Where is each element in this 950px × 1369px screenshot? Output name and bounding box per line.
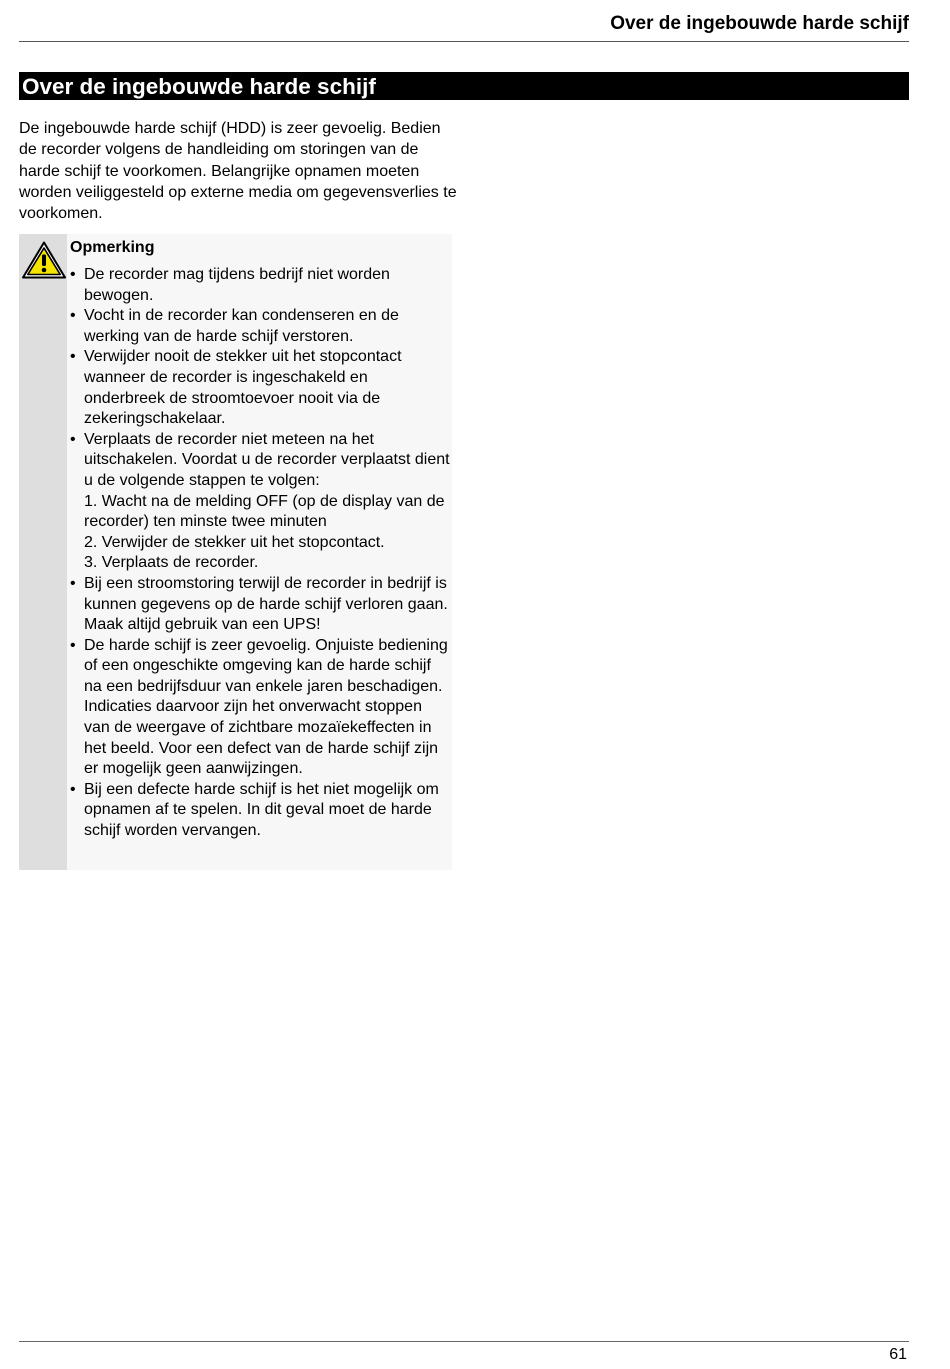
note-box bbox=[19, 234, 452, 870]
list-item-text: Vocht in de recorder kan condenseren en de werking van de harde schijf verstoren. bbox=[84, 307, 399, 345]
list-item-text: De harde schijf is zeer gevoelig. Onjuiste bediening of een ongeschikte omgeving kan de harde schijf na een bedrijfsduur van enkele jaren beschadigen. Indicaties daarvoor zijn het onverwacht stoppen van de weergave of zichtbare mozaïekeffecten in het beeld. Voor een defect van de harde schijf zijn er mogelijk geen aanwijzingen. bbox=[84, 636, 448, 778]
bullet: • bbox=[70, 307, 76, 325]
bullet: • bbox=[70, 430, 76, 448]
list-item bbox=[67, 574, 452, 636]
list-item bbox=[67, 347, 452, 429]
bullet: • bbox=[70, 574, 76, 592]
list-item-text: De recorder mag tijdens bedrijf niet worden bewogen. bbox=[84, 266, 390, 304]
list-item bbox=[67, 265, 452, 306]
list-item bbox=[67, 306, 452, 347]
note-title: Opmerking bbox=[70, 239, 155, 256]
bullet: • bbox=[70, 348, 76, 366]
intro-paragraph: De ingebouwde harde schijf (HDD) is zeer gevoelig. Bedien de recorder volgens de handleiding om storingen van de harde schijf te voorkomen. Belangrijke opnamen moeten worden veiliggesteld op externe media om gegevensverlies te voorkomen. bbox=[19, 120, 457, 223]
running-header: Over de ingebouwde harde schijf bbox=[610, 13, 909, 34]
list-item-text: Bij een stroomstoring terwijl de recorder in bedrijf is kunnen gegevens op de harde schijf verloren gaan. Maak altijd gebruik van een UPS! bbox=[84, 574, 448, 634]
bullet: • bbox=[70, 266, 76, 283]
list-item bbox=[67, 636, 452, 780]
header-divider bbox=[19, 41, 909, 42]
note-gutter bbox=[19, 234, 67, 870]
list-item-text: Verplaats de recorder niet meteen na het uitschakelen. Voordat u de recorder verplaatst dient u de volgende stappen te volgen: 1. Wacht na de melding OFF (op de display van de recorder) ten minste twee minuten 2. Verwijder de stekker uit het stopcontact. 3. Verplaats de recorder. bbox=[84, 430, 450, 572]
list-item bbox=[67, 780, 452, 842]
note-list bbox=[67, 265, 452, 842]
list-item bbox=[67, 430, 452, 574]
list-item-text: Bij een defecte harde schijf is het niet mogelijk om opnamen af te spelen. In dit geval moet de harde schijf worden vervangen. bbox=[84, 780, 439, 840]
bullet: • bbox=[70, 636, 76, 654]
warning-triangle-icon bbox=[21, 240, 67, 280]
section-title: Over de ingebouwde harde schijf bbox=[19, 72, 909, 100]
list-item-text: Verwijder nooit de stekker uit het stopcontact wanneer de recorder is ingeschakeld en onderbreek de stroomtoevoer nooit via de zekeringschakelaar. bbox=[84, 348, 402, 428]
page-number: 61 bbox=[889, 1346, 907, 1363]
footer-divider bbox=[19, 1341, 909, 1342]
bullet: • bbox=[70, 780, 76, 798]
